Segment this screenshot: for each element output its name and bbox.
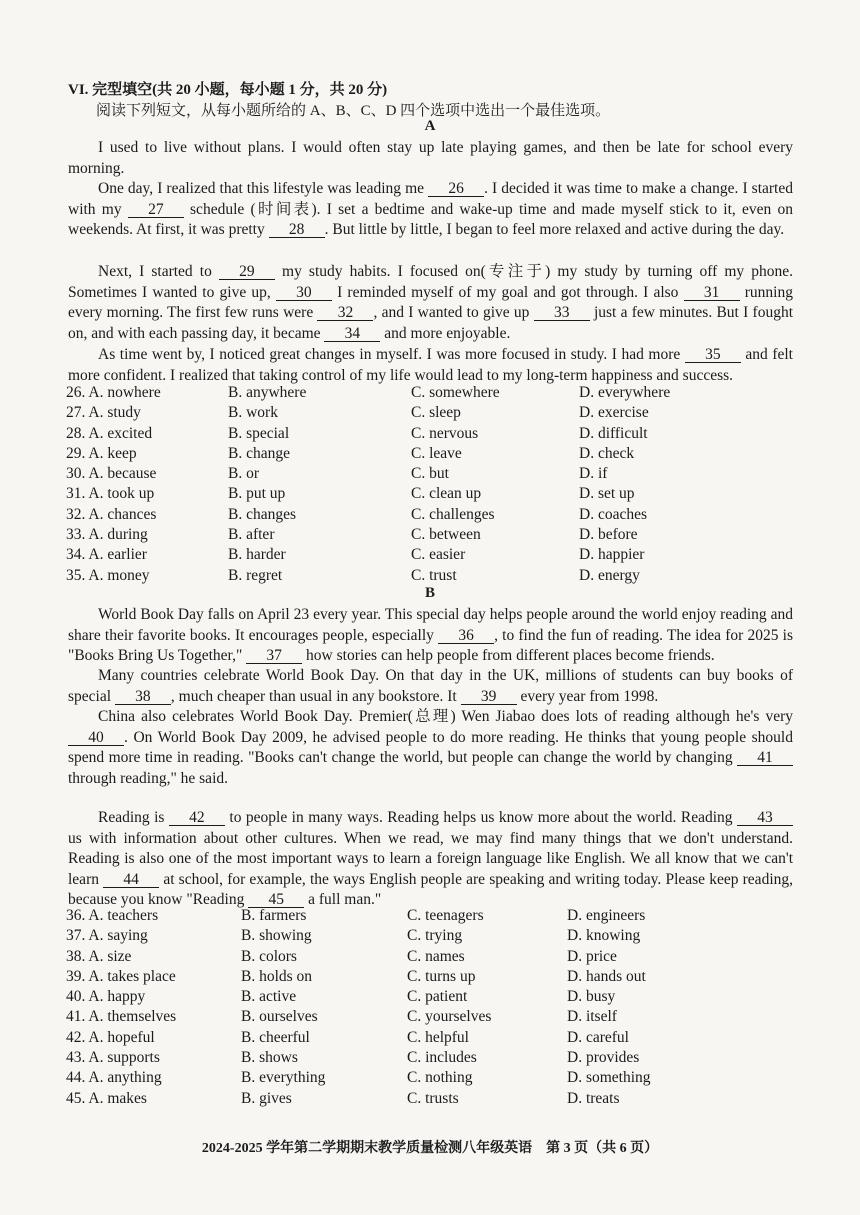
paragraph-text: at school, for example, the ways English people are speaking and writing today. Please keep reading, because you know "Reading <box>68 870 797 908</box>
paragraph-text: I used to live without plans. I would often stay up late playing games, and then be late for school every morning. <box>68 139 797 177</box>
paragraph-text: Next, I started to <box>98 263 219 280</box>
option-c: C. trust <box>411 566 457 584</box>
option-a: 27. A. study <box>66 404 141 422</box>
blank-45: 45 <box>248 892 304 908</box>
blank-26: 26 <box>428 181 484 197</box>
option-a: 35. A. money <box>66 566 150 584</box>
paragraph-text: . I decided it was time to make a change. I started with my <box>68 180 797 218</box>
blank-27: 27 <box>128 202 184 218</box>
option-b: B. farmers <box>241 907 307 924</box>
blank-33: 33 <box>534 305 590 321</box>
option-d: D. price <box>567 947 617 965</box>
option-b: B. ourselves <box>241 1008 318 1026</box>
option-b: B. work <box>228 404 278 422</box>
blank-44: 44 <box>103 872 159 888</box>
option-d: D. set up <box>579 485 635 503</box>
option-c: C. clean up <box>411 485 482 503</box>
paragraph-text: to people in many ways. Reading helps us know more about the world. Reading <box>224 809 737 826</box>
paragraph-text: , to find the fun of reading. The idea for 2025 is "Books Bring Us Together," <box>68 626 797 664</box>
blank-30: 30 <box>276 285 332 301</box>
option-d: D. something <box>567 1069 651 1087</box>
option-a: 45. A. makes <box>66 1089 147 1107</box>
option-c: C. turns up <box>407 967 476 985</box>
option-d: D. busy <box>567 988 616 1006</box>
paragraph-text: , and I wanted to give up <box>373 304 534 321</box>
option-b: B. active <box>241 988 297 1006</box>
option-d: D. energy <box>579 566 640 584</box>
option-a: 42. A. hopeful <box>66 1028 155 1046</box>
option-b: B. put up <box>228 485 286 503</box>
option-c: C. trusts <box>407 1089 459 1107</box>
option-d: D. exercise <box>579 404 649 422</box>
option-c: C. easier <box>411 546 466 564</box>
blank-36: 36 <box>438 628 494 644</box>
option-d: D. itself <box>567 1008 617 1026</box>
option-c: C. names <box>407 947 465 965</box>
option-d: D. difficult <box>579 424 648 442</box>
option-a: 30. A. because <box>66 465 157 483</box>
option-d: D. provides <box>567 1049 640 1067</box>
option-c: C. nervous <box>411 424 479 442</box>
option-c: C. yourselves <box>407 1008 492 1026</box>
blank-35: 35 <box>685 347 741 363</box>
option-b: B. change <box>228 444 290 462</box>
paragraph-text: Many countries celebrate World Book Day. On that day in the UK, millions of students can buy books of special <box>68 667 797 705</box>
option-d: D. happier <box>579 546 645 564</box>
option-c: C. challenges <box>411 505 495 523</box>
blank-43: 43 <box>737 810 793 826</box>
option-b: B. holds on <box>241 967 313 985</box>
blank-39: 39 <box>461 689 517 705</box>
paragraph-text: schedule (时间表). I set a bedtime and wake-up time and made myself stick to it, even on weekends. At first, it was pretty <box>68 200 797 238</box>
option-b: B. regret <box>228 566 283 584</box>
option-a: 43. A. supports <box>66 1049 160 1067</box>
passage-b-label: B <box>424 585 435 601</box>
option-a: 41. A. themselves <box>66 1008 177 1026</box>
option-d: D. engineers <box>567 907 646 924</box>
paragraph-text: every year from 1998. <box>516 687 659 705</box>
option-c: C. sleep <box>411 404 461 422</box>
option-b: B. after <box>228 526 275 544</box>
option-d: D. before <box>579 526 638 544</box>
option-c: C. between <box>411 526 481 544</box>
paragraph-text: I reminded myself of my goal and got through. I also <box>331 283 684 301</box>
option-a: 44. A. anything <box>66 1069 162 1087</box>
option-c: C. helpful <box>407 1028 469 1046</box>
option-b: B. special <box>228 424 290 442</box>
option-b: B. colors <box>241 947 297 965</box>
option-d: D. knowing <box>567 927 641 945</box>
blank-37: 37 <box>246 648 302 664</box>
paragraph-text: my study habits. I focused on(专注于) my study by turning off my phone. Sometimes I wanted to give up, <box>68 263 797 301</box>
option-b: B. showing <box>241 927 312 945</box>
option-c: C. teenagers <box>407 907 484 924</box>
paragraph <box>68 808 797 911</box>
blank-32: 32 <box>317 305 373 321</box>
paragraph-text: , much cheaper than usual in any bookstore. It <box>170 687 461 705</box>
paragraph-text: through reading," he said. <box>68 749 797 787</box>
passage-a-label: A <box>424 118 436 134</box>
paragraph-text: One day, I realized that this lifestyle was leading me <box>98 180 429 197</box>
option-d: D. check <box>579 444 635 462</box>
option-a: 31. A. took up <box>66 485 155 503</box>
paragraph-text: . But little by little, I began to feel more relaxed and active during the day. <box>324 221 785 238</box>
option-a: 28. A. excited <box>66 424 153 442</box>
option-a: 36. A. teachers <box>66 907 159 924</box>
section-instruction: 阅读下列短文，从每小题所给的 A、B、C、D 四个选项中选出一个最佳选项。 <box>96 103 611 119</box>
paragraph <box>68 345 797 386</box>
blank-34: 34 <box>324 326 380 342</box>
paragraph-text: a full man." <box>304 891 382 908</box>
option-c: C. nothing <box>407 1069 473 1087</box>
option-b: B. cheerful <box>241 1028 310 1046</box>
paragraph-text: As time went by, I noticed great changes in myself. I was more focused in study. I had more <box>98 346 685 363</box>
paragraph <box>68 707 797 789</box>
paragraph-text: . On World Book Day 2009, he advised people to do more reading. He thinks that young people should spend more time in reading. "Books can't change the world, but people can change the world by changing <box>68 728 797 766</box>
paragraph <box>68 666 797 707</box>
option-d: D. everywhere <box>579 384 671 401</box>
paragraph-text: and felt more confident. I realized that taking control of my life would lead to my long-term happiness and success. <box>68 346 797 384</box>
option-a: 32. A. chances <box>66 505 157 523</box>
blank-31: 31 <box>684 285 740 301</box>
option-c: C. includes <box>407 1049 477 1067</box>
option-b: B. anywhere <box>228 384 307 401</box>
option-d: D. if <box>579 465 608 483</box>
paragraph-text: just a few minutes. But I fought on, and with each passing day, it became <box>68 304 797 342</box>
option-b: B. everything <box>241 1069 326 1087</box>
blank-41: 41 <box>737 750 793 766</box>
paragraph <box>68 605 797 667</box>
option-d: D. treats <box>567 1089 620 1107</box>
option-a: 39. A. takes place <box>66 967 176 985</box>
option-c: C. patient <box>407 988 468 1006</box>
option-b: B. or <box>228 465 259 483</box>
paragraph-text: World Book Day falls on April 23 every year. This special day helps people around the world enjoy reading and share their favorite books. It encourages people, especially <box>68 606 797 644</box>
section-title: VI. 完型填空(共 20 小题，每小题 1 分，共 20 分) <box>68 82 388 98</box>
option-a: 33. A. during <box>66 526 148 544</box>
option-c: C. trying <box>407 927 463 945</box>
option-a: 38. A. size <box>66 947 132 965</box>
blank-42: 42 <box>169 810 225 826</box>
paragraph <box>68 262 797 344</box>
option-b: B. changes <box>228 505 297 523</box>
paragraph <box>68 138 797 179</box>
paragraph-text: running every morning. The first few runs were <box>68 283 797 321</box>
blank-40: 40 <box>68 730 124 746</box>
option-b: B. gives <box>241 1089 292 1107</box>
paragraph <box>68 179 797 241</box>
option-b: B. harder <box>228 546 286 564</box>
option-d: D. hands out <box>567 967 646 985</box>
option-c: C. leave <box>411 444 462 462</box>
paragraph-text: us with information about other cultures. When we read, we may find many things that we don't understand. Reading is also one of the most important ways to learn a foreign language like English. We all know that we can't learn <box>68 809 797 888</box>
option-a: 34. A. earlier <box>66 546 147 564</box>
option-c: C. but <box>411 465 449 483</box>
option-a: 26. A. nowhere <box>66 384 161 401</box>
option-a: 37. A. saying <box>66 927 148 945</box>
option-b: B. shows <box>241 1049 298 1067</box>
option-a: 29. A. keep <box>66 444 137 462</box>
paragraph-text: how stories can help people from different places become friends. <box>302 647 715 664</box>
option-a: 40. A. happy <box>66 988 146 1006</box>
blank-28: 28 <box>269 222 325 238</box>
option-c: C. somewhere <box>411 384 500 401</box>
blank-29: 29 <box>219 264 275 280</box>
paragraph-text: China also celebrates World Book Day. Premier(总理) Wen Jiabao does lots of reading although he's very <box>98 708 797 725</box>
page-footer: 2024-2025 学年第二学期期末教学质量检测八年级英语 第 3 页（共 6 页） <box>201 1141 659 1156</box>
paragraph-text: Reading is <box>98 809 169 826</box>
option-d: D. coaches <box>579 505 647 523</box>
paragraph-text: and more enjoyable. <box>380 324 511 342</box>
option-d: D. careful <box>567 1028 629 1046</box>
blank-38: 38 <box>115 689 171 705</box>
